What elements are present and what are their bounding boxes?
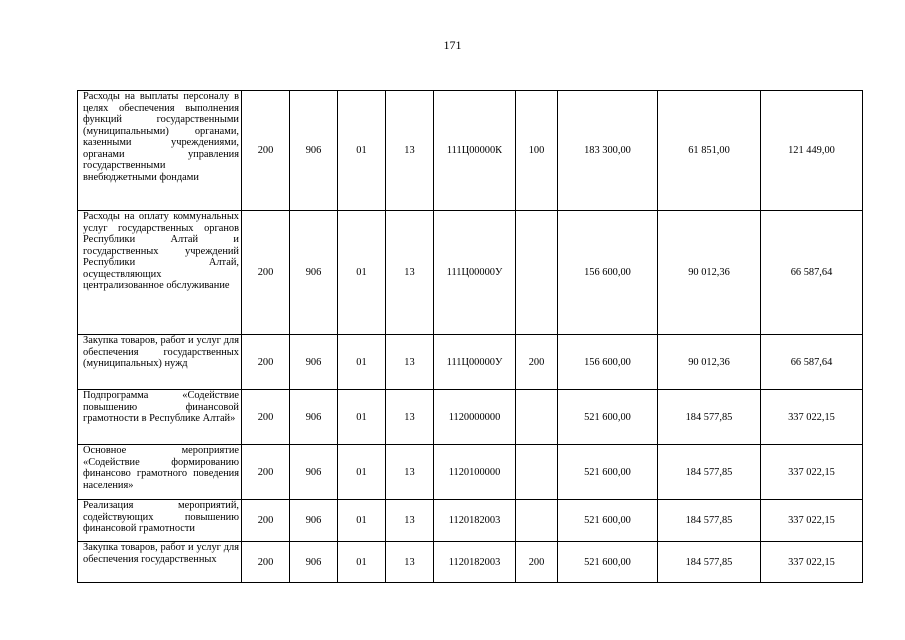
row-amount-1: 521 600,00: [558, 390, 658, 445]
row-description: Расходы на выплаты персоналу в целях обеспечения выполнения функций государственными (муниципальными) органами, казенными учреждениями, органами управления государственными внебюджетными фондами: [78, 91, 242, 211]
row-code-2: 906: [290, 211, 338, 335]
row-amount-2: 184 577,85: [658, 445, 761, 500]
row-code-1: 200: [242, 445, 290, 500]
row-amount-3: 337 022,15: [761, 500, 863, 542]
row-code-3: 01: [338, 91, 386, 211]
row-code-1: 200: [242, 211, 290, 335]
row-code-4: 13: [386, 211, 434, 335]
row-code-1: 200: [242, 91, 290, 211]
row-amount-3: 337 022,15: [761, 390, 863, 445]
row-expense-type: [516, 445, 558, 500]
row-code-2: 906: [290, 390, 338, 445]
row-expense-type: 100: [516, 91, 558, 211]
row-amount-2: 184 577,85: [658, 500, 761, 542]
row-amount-3: 66 587,64: [761, 335, 863, 390]
row-code-4: 13: [386, 390, 434, 445]
row-expense-type: [516, 500, 558, 542]
row-expense-type: [516, 390, 558, 445]
row-target-code: 1120100000: [434, 445, 516, 500]
row-amount-1: 521 600,00: [558, 542, 658, 583]
row-expense-type: 200: [516, 335, 558, 390]
row-code-4: 13: [386, 335, 434, 390]
row-expense-type: [516, 211, 558, 335]
row-code-2: 906: [290, 91, 338, 211]
row-code-1: 200: [242, 335, 290, 390]
row-description: Закупка товаров, работ и услуг для обеспечения государственных (муниципальных) нужд: [78, 335, 242, 390]
table-row: [78, 390, 863, 445]
row-amount-2: 90 012,36: [658, 335, 761, 390]
row-amount-3: 66 587,64: [761, 211, 863, 335]
row-code-1: 200: [242, 390, 290, 445]
table-row: [78, 500, 863, 542]
row-amount-3: 121 449,00: [761, 91, 863, 211]
row-target-code: 1120182003: [434, 500, 516, 542]
row-amount-2: 61 851,00: [658, 91, 761, 211]
row-code-4: 13: [386, 91, 434, 211]
row-code-3: 01: [338, 211, 386, 335]
row-code-4: 13: [386, 445, 434, 500]
row-amount-2: 184 577,85: [658, 390, 761, 445]
row-amount-3: 337 022,15: [761, 542, 863, 583]
row-code-3: 01: [338, 335, 386, 390]
row-code-1: 200: [242, 500, 290, 542]
row-code-4: 13: [386, 542, 434, 583]
row-code-4: 13: [386, 500, 434, 542]
row-amount-1: 521 600,00: [558, 500, 658, 542]
table-row: [78, 542, 863, 583]
row-amount-2: 90 012,36: [658, 211, 761, 335]
row-code-2: 906: [290, 542, 338, 583]
row-amount-3: 337 022,15: [761, 445, 863, 500]
table-row: [78, 211, 863, 335]
row-target-code: 1120182003: [434, 542, 516, 583]
row-description: Реализация мероприятий, содействующих повышению финансовой грамотности: [78, 500, 242, 542]
row-code-3: 01: [338, 542, 386, 583]
row-target-code: 111Ц00000У: [434, 335, 516, 390]
page-number: 171: [443, 38, 462, 52]
row-amount-1: 156 600,00: [558, 211, 658, 335]
row-target-code: 111Ц00000К: [434, 91, 516, 211]
row-amount-2: 184 577,85: [658, 542, 761, 583]
table-row: [78, 445, 863, 500]
table-body: [78, 91, 863, 583]
table-row: [78, 335, 863, 390]
row-description: Закупка товаров, работ и услуг для обеспечения государственных: [78, 542, 242, 583]
row-description: Подпрограмма «Содействие повышению финансовой грамотности в Республике Алтай»: [78, 390, 242, 445]
row-code-3: 01: [338, 390, 386, 445]
row-description: Расходы на оплату коммунальных услуг государственных органов Республики Алтай и государственных учреждений Республики Алтай, осуществляющих централизованное обслуживание: [78, 211, 242, 335]
row-code-1: 200: [242, 542, 290, 583]
row-amount-1: 521 600,00: [558, 445, 658, 500]
row-target-code: 111Ц00000У: [434, 211, 516, 335]
row-target-code: 1120000000: [434, 390, 516, 445]
row-description: Основное мероприятие «Содействие формированию финансово грамотного поведения населения»: [78, 445, 242, 500]
table-row: [78, 91, 863, 211]
row-code-2: 906: [290, 500, 338, 542]
row-code-2: 906: [290, 335, 338, 390]
row-code-3: 01: [338, 445, 386, 500]
row-code-2: 906: [290, 445, 338, 500]
budget-table: [77, 90, 863, 583]
row-amount-1: 156 600,00: [558, 335, 658, 390]
row-expense-type: 200: [516, 542, 558, 583]
row-code-3: 01: [338, 500, 386, 542]
row-amount-1: 183 300,00: [558, 91, 658, 211]
